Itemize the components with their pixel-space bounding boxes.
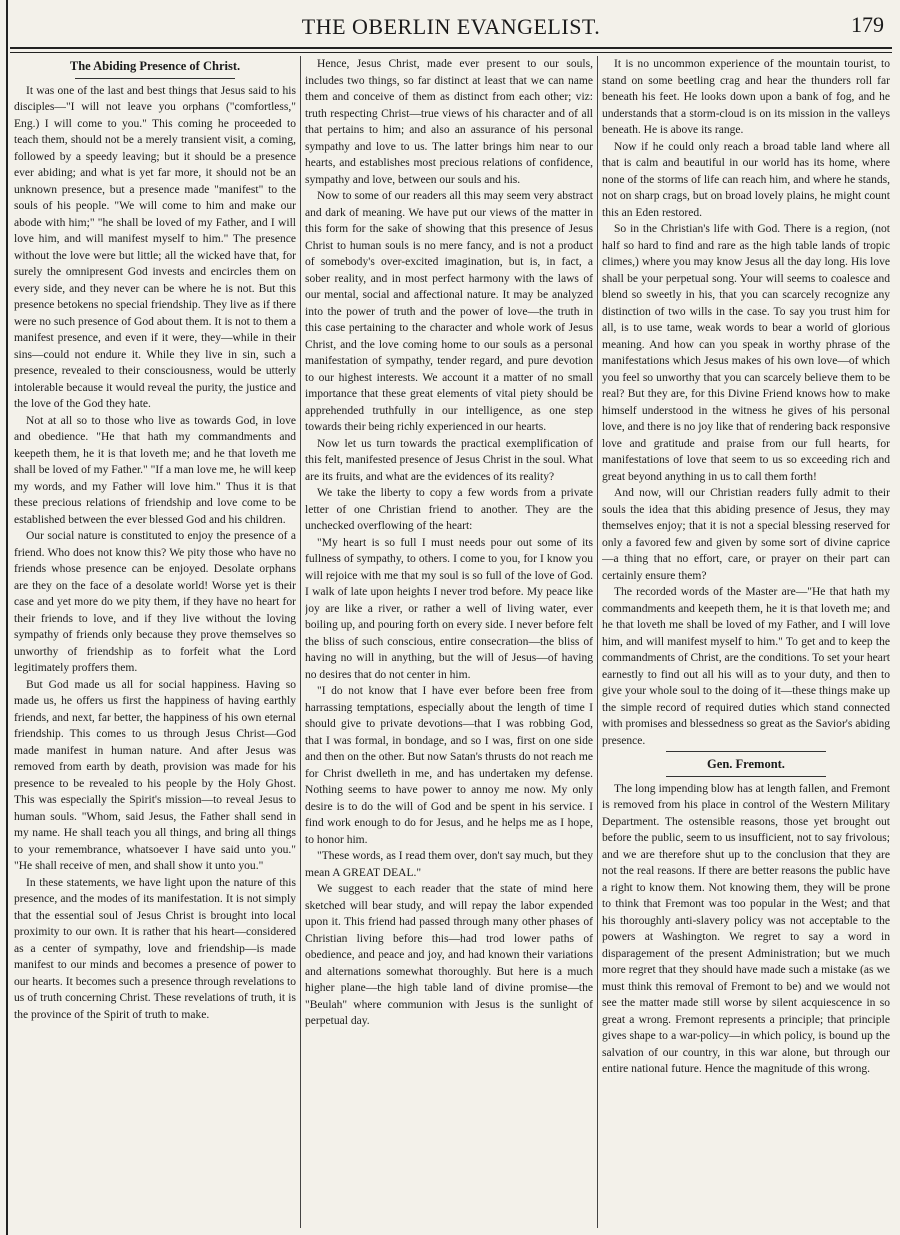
quoted-paragraph: "I do not know that I have ever before been free from harrassing temptations, especially about the length of time I should give to private devotions—that I was robbing God, that I was formal, in bondage, and so I was, first on one side and then on the other. But now Satan's thrusts do not reach me for Christ dwelleth in me, and has undertaken my defense. Nothing seems to have power to annoy me now. My only desire is to do the will of God and be spent in his service. I find work enough to do for Jesus, and he helps me as I hope, to honor him. xyxy=(305,685,593,846)
paragraph: Now to some of our readers all this may seem very abstract and dark of meaning. We have put our views of the matter in this form for the sake of showing that this presence of Jesus Christ to human souls is no mere fancy, and is not a product of somebody's over-excited imagination, but is, in fact, a sober reality, and in most perfect harmony with the laws of our mental, social and affectional nature. It may be analyzed into the power of truth and the power of love—the truth in this case pertaining to the character and whole work of Jesus Christ, and the love coming home to our souls as a personal manifestation of sympathy, tender regard, and pure devotion to our highest interests. We account it a matter of no small importance that these great elements of vital piety should be apprehended truthfully in our intelligence, as one step towards their being richly experienced in our hearts. xyxy=(305,190,593,433)
heading-rule xyxy=(666,776,826,777)
column-divider xyxy=(597,56,598,1228)
article-heading: Gen. Fremont. xyxy=(707,757,785,771)
column-2 xyxy=(305,56,593,1228)
paragraph: We suggest to each reader that the state of mind here sketched will bear study, and will repay the labor expended upon it. This friend had passed through many other phases of Christian living before this—had trod lower paths of obedience, and peace and joy, and had known their variations and alternations somewhat thoroughly. But here is a much higher plane—the high table land of divine promise—the "Beulah" where communion with Jesus is the sunlight of perpetual day. xyxy=(305,883,593,1027)
paragraph: Now if he could only reach a broad table land where all that is calm and beautiful in our world has its home, where none of the storms of life can reach him, and where he stands, not on sharp crags, but on broad lovely plains, he might count this an Eden restored. xyxy=(602,140,890,219)
paragraph: Our social nature is constituted to enjoy the presence of a friend. Who does not know this? We pity those who have no friends whose presence can be enjoyed. Desolate orphans are they on the face of a desolate world! Worse yet is their case and yet more do we pity them, if they have no heart for their friends to love, and if they live without the loving sympathy of friends only because they prove themselves so unworthy of friendship as to forfeit what the Lord legitimately proffers them. xyxy=(14,530,296,674)
paragraph: In these statements, we have light upon the nature of this presence, and the modes of its manifestation. It is not simply that the essential soul of Jesus Christ is brought into local proximity to our own. It is rather that his heart—considered as a center of sympathy, love and friendship—is made manifest to our minds and becomes a presence of power to our hearts. It becomes such a presence through revelations to us of truth concerning Christ. These revelations of truth, it is the province of the Spirit of truth to make. xyxy=(14,876,296,1021)
article-heading: The Abiding Presence of Christ. xyxy=(69,59,241,73)
quoted-paragraph: "These words, as I read them over, don't say much, but they mean A GREAT DEAL." xyxy=(305,850,593,879)
paragraph: It was one of the last and best things that Jesus said to his disciples—"I will not leave you orphans ("comfortless," Eng.) I will come to you." This coming he proceeded to teach them, should not be a merely transient visit, a coming, followed by a speedy leaving; but it should be a presence ever abiding; and what is yet far more, it should not be an unknown presence, but a presence made "manifest" to the souls of his people. "We will come to him and make our abode with him;" "he shall be loved of my Father, and I will love him, and will manifest myself to him." The presence without the love were but little; all the wicked have that, for surely the omnipresent God invests and encircles them on every side, and they never can be where he is not. But this presence betokens no special friendship. They live as if there were no such presence of God about them. It is not to them a manifest presence, and even if it were, they—while in their sins—could not endure it. While they live in sin, such a presence, revealed to their consciousness, would be utterly intolerable because it would reveal the purity, the justice and the love of the God they hate. xyxy=(14,84,296,410)
quoted-paragraph: "My heart is so full I must needs pour out some of its fullness of sympathy, to others. I come to you, for I know you will rejoice with me that my soul is so full of the love of God. I walk of late upon heights I never trod before. My peace like joy are like a river, or rather a well of living water, ever boiling up, and pouring forth on every side. I never before felt the bliss of such conscious, entire consecration—the bliss of having no will in anything, but the will of Jesus—of having no desires that do not center in him. xyxy=(305,536,593,681)
paragraph: But God made us all for social happiness. Having so made us, he offers us first the happiness of having earthly friends, and next, far better, the happiness of his own eternal friendship. This comes to us through Jesus Christ—God made manifest in human nature. And after Jesus was removed from earth by death, provision was made for his presence to be revealed to his people by the Holy Ghost. This was especially the Spirit's mission—to reveal Jesus to human souls. "Whom, said Jesus, the Father shall send in my name. He shall teach you all things, and bring all things to your remembrance, whatsoever I have said unto you." "He shall receive of men, and shall show it unto you." xyxy=(14,678,296,872)
paragraph: It is no uncommon experience of the mountain tourist, to stand on some beetling crag and hear the thunders roll far beneath his feet. He looks down upon a bank of fog, and he understands that a storm-cloud is on its mission in the valleys beneath. He is above its range. xyxy=(602,58,890,136)
section-separator xyxy=(666,751,826,752)
column-1 xyxy=(14,56,296,1228)
publication-title: THE OBERLIN EVANGELIST. xyxy=(301,14,601,39)
paragraph: Now let us turn towards the practical exemplification of this felt, manifested presence of Jesus Christ in the soul. What are its fruits, and what are the evidences of its reality? xyxy=(305,437,593,483)
paragraph: Not at all so to those who live as towards God, in love and obedience. "He that hath my commandments and keepeth them, he it is that loveth me; and he that loveth me shall be loved of my Father." "If a man love me, he will keep my words, and my Father will love him." Thus it is that these precious relations of friendship and love come to be established between the ever blessed God and his children. xyxy=(14,414,296,526)
column-3 xyxy=(602,56,890,1228)
paragraph: We take the liberty to copy a few words from a private letter of one Christian friend to another. They are the unchecked overflowing of the heart: xyxy=(305,487,593,532)
masthead xyxy=(10,6,892,46)
paragraph: So in the Christian's life with God. There is a region, (not half so hard to find and rare as the high table lands of tropic climes,) where you may know Jesus all the day long. His love shall be your perpetual song. Your will seems to coalesce and blend so sweetly in his, that you can scarcely recognize any distinction of two wills in the case. To say you trust him for all, is to use tame, weak words to bear a world of glorious meaning. And how can you speak in worthy phrase of the manifestations which Jesus makes of his own love—of which you feel so unworthy that you can scarcely believe them to be real? But they are, for this Divine Friend knows how to make himself understood in the witness he gives of his personal love, and there is no joy like that of rendering back responsive love and gratitude and praise from our full hearts, for manifestations of love that seem to us so exceeding rich and great beyond anything in us to call them forth! xyxy=(602,223,890,483)
paragraph: Hence, Jesus Christ, made ever present to our souls, includes two things, so far distinct at least that we can name them and conceive of them as distinct from each other; viz: truth respecting Christ—true views of his character and of all that pertains to him; and also an assurance of his personal sympathy and love to us. The latter brings him near to our hearts, and establishes most precious relations of confidence, sympathy and love, between our souls and his. xyxy=(305,58,593,186)
page-left-rule xyxy=(6,0,8,1235)
column-divider xyxy=(300,56,301,1228)
heading-rule xyxy=(75,78,235,79)
paragraph: The recorded words of the Master are—"He that hath my commandments and keepeth them, he it is that loveth me; and he that loveth me shall be loved of my Father, and I will love him, and will manifest myself to him." To get and to keep the commandments of Christ, are the conditions. To set your heart earnestly to find out all his will as to your duty, and then to give your whole soul to the doing of it—these things make up the simple record of required duties which stand connected with promises and blessedness so great as the Savior's abiding presence. xyxy=(602,586,890,747)
paragraph: And now, will our Christian readers fully admit to their souls the idea that this abiding presence of Jesus, they may themselves enjoy; that it is not a special blessing reserved for only a favored few and given by some sort of divine caprice—a thing that no effort, care, or prayer on their part can certainly ensure them? xyxy=(602,487,890,582)
header-rule xyxy=(10,47,892,53)
page-number: 179 xyxy=(851,12,884,37)
paragraph: The long impending blow has at length fallen, and Fremont is removed from his place in control of the Western Military Department. The ostensible reasons, those yet brought out before the public, seem to us insufficient, not to say frivolous; and we are therefore shut up to the conclusion that they are not the real reasons. If there are better reasons the public have a right to know them. Not knowing them, they will be prone to think that Fremont was too popular in the West; and that his thoroughly anti-slavery policy was not acceptable to the powers at Washington. We regret to say a word in disparagement of the present Administration; but we much more regret that they should have made such a mistake (as we must think this removal of Fremont to be) and we would not see the matter made still worse by silent acquiescence in so great a wrong. Fremont represents a principle; that principle gives shape to a war-policy—in which policy, is bound up the salvation of our country, in this war alone, but through our entire national future. Hence the magnitude of this wrong. xyxy=(602,782,890,1075)
